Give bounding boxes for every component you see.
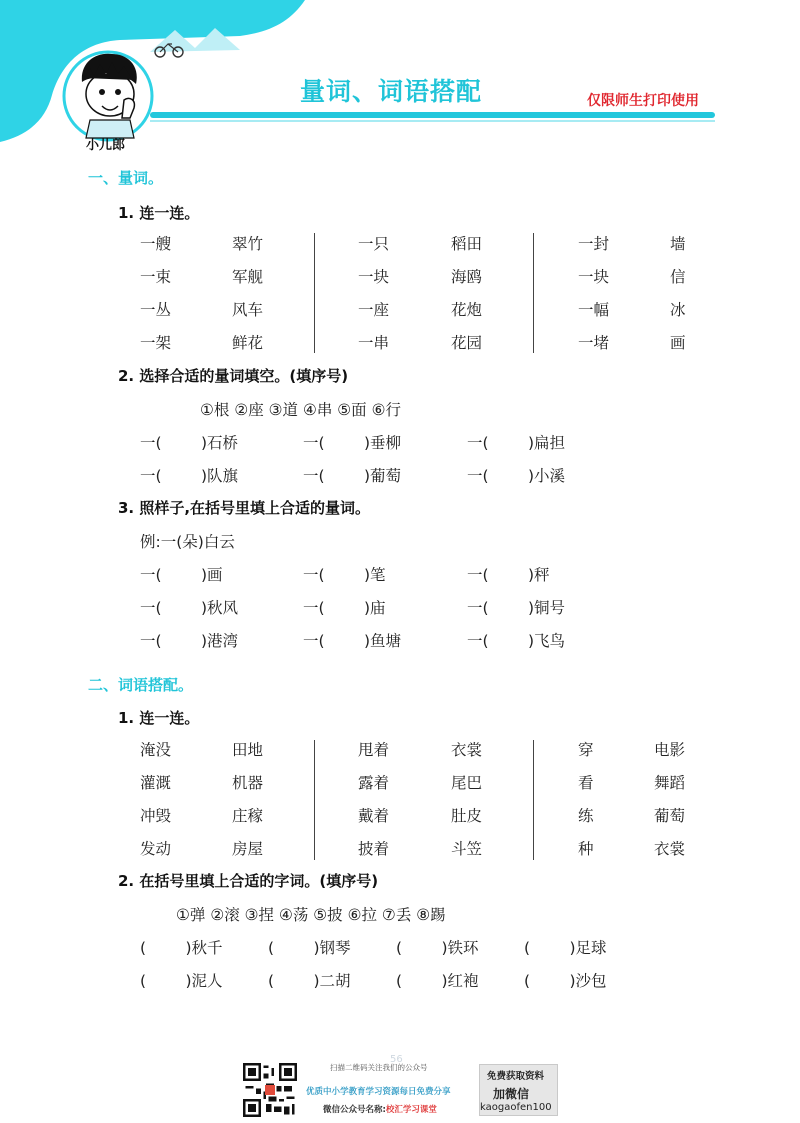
match-left-word: 一丛 (140, 301, 172, 319)
match-right-word: 翠竹 (232, 235, 264, 253)
match-right-word: 房屋 (232, 840, 264, 858)
question-title: 2. 选择合适的量词填空。(填序号) (118, 367, 349, 385)
footer-scan-text: 扫描二维码关注我们的公众号 (330, 1063, 428, 1072)
footer-wechat-account (323, 1103, 437, 1115)
section-heading-measure-words: 一、量词。 (88, 169, 164, 187)
group-divider (533, 233, 534, 353)
match-left-word: 淹没 (140, 741, 172, 759)
match-right-word: 画 (670, 334, 686, 352)
mascot-name: 小儿郎 (86, 138, 126, 153)
match-left-word: 一座 (358, 301, 390, 319)
match-right-word: 斗笠 (451, 840, 483, 858)
question-title: 3. 照样子,在括号里填上合适的量词。 (118, 499, 371, 517)
section-heading-word-collocation: 二、词语搭配。 (88, 676, 194, 694)
wechat-name: 校汇学习课堂 (385, 1105, 437, 1115)
match-right-word: 风车 (232, 301, 264, 319)
match-right-word: 庄稼 (232, 807, 264, 825)
question-title: 2. 在括号里填上合适的字词。(填序号) (118, 872, 379, 890)
fill-blank-item[interactable]: 一( )港湾 (140, 632, 239, 650)
fill-blank-item[interactable]: 一( )庙 (303, 599, 386, 617)
match-right-word: 花炮 (451, 301, 483, 319)
question-title: 1. 连一连。 (118, 204, 200, 222)
match-left-word: 练 (578, 807, 594, 825)
fill-blank-item[interactable]: 一( )鱼塘 (303, 632, 402, 650)
fill-blank-item[interactable]: 一( )飞鸟 (467, 632, 566, 650)
match-left-word: 一封 (578, 235, 610, 253)
match-right-word: 稻田 (451, 235, 483, 253)
fill-blank-item[interactable]: 一( )队旗 (140, 467, 239, 485)
match-left-word: 一块 (358, 268, 390, 286)
fill-blank-item[interactable]: 一( )秋风 (140, 599, 239, 617)
match-right-word: 信 (670, 268, 686, 286)
match-right-word: 尾巴 (451, 774, 483, 792)
fill-blank-item[interactable]: ( )泥人 (140, 972, 223, 990)
match-left-word: 一束 (140, 268, 172, 286)
wechat-label: 微信公众号名称: (323, 1105, 386, 1115)
footer-share-text: 优质中小学教育学习资源每日免费分享 (306, 1087, 451, 1097)
match-left-word: 一堵 (578, 334, 610, 352)
match-left-word: 甩着 (358, 741, 390, 759)
fill-blank-item[interactable]: ( )足球 (524, 939, 607, 957)
match-left-word: 发动 (140, 840, 172, 858)
fill-blank-item[interactable]: ( )钢琴 (268, 939, 351, 957)
match-left-word: 一只 (358, 235, 390, 253)
match-left-word: 一块 (578, 268, 610, 286)
match-right-word: 花园 (451, 334, 483, 352)
fill-blank-item[interactable]: 一( )笔 (303, 566, 386, 584)
match-left-word: 冲毁 (140, 807, 172, 825)
match-left-word: 一艘 (140, 235, 172, 253)
option-list: ①弹 ②滚 ③捏 ④荡 ⑤披 ⑥拉 ⑦丢 ⑧踢 (176, 906, 446, 924)
group-divider (314, 740, 315, 860)
footer-box-wechat-id: kaogaofen100 (480, 1102, 552, 1113)
fill-blank-item[interactable]: 一( )画 (140, 566, 223, 584)
match-left-word: 种 (578, 840, 594, 858)
example-text: 例:一(朵)白云 (140, 533, 235, 551)
match-right-word: 葡萄 (654, 807, 686, 825)
match-left-word: 穿 (578, 741, 594, 759)
match-right-word: 海鸥 (451, 268, 483, 286)
question-title: 1. 连一连。 (118, 709, 200, 727)
fill-blank-item[interactable]: ( )二胡 (268, 972, 351, 990)
page-title: 量词、词语搭配 (300, 77, 483, 106)
footer-box-line1: 免费获取资料 (487, 1071, 545, 1082)
print-note: 仅限师生打印使用 (587, 93, 699, 109)
match-right-word: 机器 (232, 774, 264, 792)
fill-blank-item[interactable]: 一( )铜号 (467, 599, 566, 617)
fill-blank-item[interactable]: ( )秋千 (140, 939, 223, 957)
group-divider (533, 740, 534, 860)
match-right-word: 肚皮 (451, 807, 483, 825)
fill-blank-item[interactable]: 一( )葡萄 (303, 467, 402, 485)
fill-blank-item[interactable]: 一( )垂柳 (303, 434, 402, 452)
match-left-word: 披着 (358, 840, 390, 858)
match-right-word: 军舰 (232, 268, 264, 286)
footer-box-line2: 加微信 (493, 1087, 530, 1101)
title-underline-light (150, 120, 715, 122)
match-right-word: 冰 (670, 301, 686, 319)
fill-blank-item[interactable]: 一( )小溪 (467, 467, 566, 485)
page-number: 56 (390, 1054, 403, 1065)
match-left-word: 露着 (358, 774, 390, 792)
fill-blank-item[interactable]: 一( )秤 (467, 566, 550, 584)
match-right-word: 舞蹈 (654, 774, 686, 792)
match-left-word: 灌溉 (140, 774, 172, 792)
fill-blank-item[interactable]: ( )沙包 (524, 972, 607, 990)
qr-code-icon (243, 1063, 297, 1117)
fill-blank-item[interactable]: 一( )扁担 (467, 434, 566, 452)
match-right-word: 衣裳 (451, 741, 483, 759)
option-list: ①根 ②座 ③道 ④串 ⑤面 ⑥行 (200, 401, 402, 419)
mascot-boy-thumbs-up-icon (60, 38, 160, 148)
match-right-word: 鲜花 (232, 334, 264, 352)
match-left-word: 看 (578, 774, 594, 792)
fill-blank-item[interactable]: ( )红袍 (396, 972, 479, 990)
match-left-word: 一架 (140, 334, 172, 352)
fill-blank-item[interactable]: ( )铁环 (396, 939, 479, 957)
match-right-word: 墙 (670, 235, 686, 253)
fill-blank-item[interactable]: 一( )石桥 (140, 434, 239, 452)
match-left-word: 一串 (358, 334, 390, 352)
title-underline (150, 112, 715, 118)
group-divider (314, 233, 315, 353)
match-right-word: 田地 (232, 741, 264, 759)
match-right-word: 电影 (654, 741, 686, 759)
match-left-word: 一幅 (578, 301, 610, 319)
match-left-word: 戴着 (358, 807, 390, 825)
match-right-word: 衣裳 (654, 840, 686, 858)
